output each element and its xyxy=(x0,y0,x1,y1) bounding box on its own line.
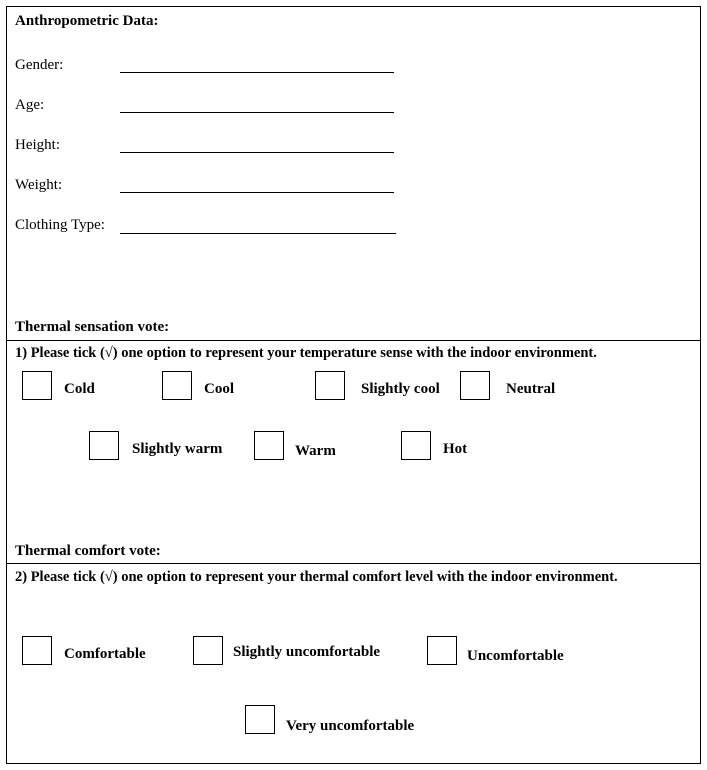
comfort-title: Thermal comfort vote: xyxy=(15,543,161,559)
checkbox[interactable] xyxy=(89,431,119,460)
checkbox[interactable] xyxy=(162,371,192,400)
comfort-question: 2) Please tick (√) one option to represent your thermal comfort level with the indoor environment. xyxy=(15,569,618,585)
option-label: Slightly warm xyxy=(132,441,223,457)
gender-label: Gender: xyxy=(15,57,64,73)
clothing-type-label: Clothing Type: xyxy=(15,217,105,233)
anthropometric-title: Anthropometric Data: xyxy=(15,13,159,29)
option-label: Slightly uncomfortable xyxy=(233,644,381,660)
sensation-title: Thermal sensation vote: xyxy=(15,319,170,335)
questionnaire-form xyxy=(6,6,701,764)
checkbox[interactable] xyxy=(427,636,457,665)
option-label: Slightly cool xyxy=(361,381,440,397)
option-label: Cold xyxy=(64,381,95,397)
weight-label: Weight: xyxy=(15,177,63,193)
checkbox[interactable] xyxy=(245,705,275,734)
option-label: Comfortable xyxy=(64,646,146,662)
option-label: Very uncomfortable xyxy=(286,718,415,734)
option-label: Neutral xyxy=(506,381,556,397)
checkbox[interactable] xyxy=(315,371,345,400)
option-label: Warm xyxy=(295,443,336,459)
section-divider xyxy=(7,340,700,341)
age-label: Age: xyxy=(15,97,45,113)
gender-field[interactable] xyxy=(120,72,394,73)
height-field[interactable] xyxy=(120,152,394,153)
weight-field[interactable] xyxy=(120,192,394,193)
checkbox[interactable] xyxy=(22,371,52,400)
checkbox[interactable] xyxy=(254,431,284,460)
option-label: Uncomfortable xyxy=(467,648,564,664)
sensation-question: 1) Please tick (√) one option to represent your temperature sense with the indoor environment. xyxy=(15,345,597,361)
section-divider xyxy=(7,563,700,564)
checkbox[interactable] xyxy=(460,371,490,400)
clothing-type-field[interactable] xyxy=(120,233,396,234)
age-field[interactable] xyxy=(120,112,394,113)
checkbox[interactable] xyxy=(401,431,431,460)
option-label: Hot xyxy=(443,441,468,457)
height-label: Height: xyxy=(15,137,60,153)
option-label: Cool xyxy=(204,381,234,397)
checkbox[interactable] xyxy=(22,636,52,665)
checkbox[interactable] xyxy=(193,636,223,665)
